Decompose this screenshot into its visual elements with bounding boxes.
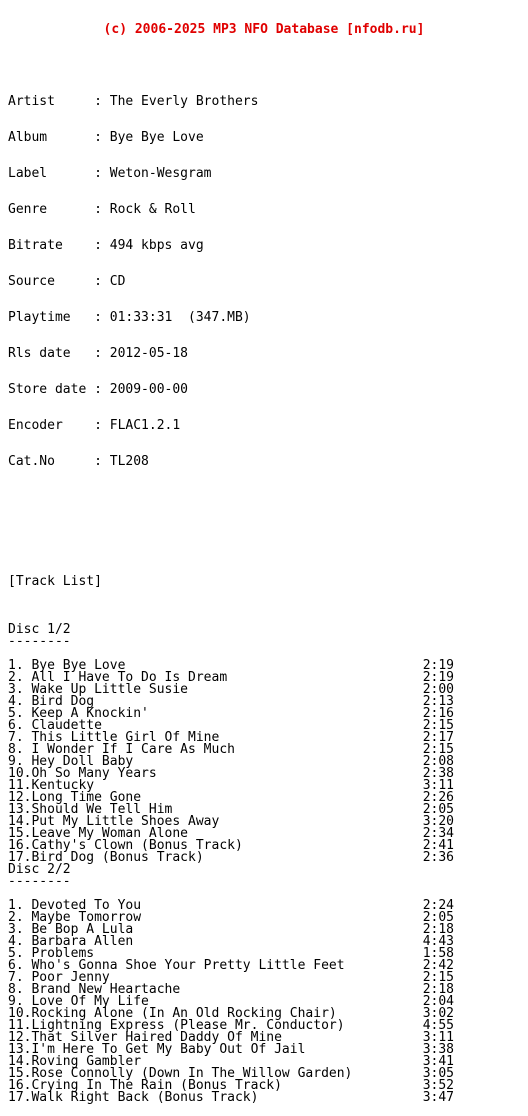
nfo-database-header: (c) 2006-2025 MP3 NFO Database [nfodb.ru]: [103, 22, 425, 37]
track-row: [8, 960, 520, 972]
track-duration: 2:18: [422, 982, 454, 997]
info-encoder: Encoder : FLAC1.2.1: [8, 418, 181, 433]
track-title: 5. Keep A Knockin': [8, 706, 149, 721]
track-duration: 2:00: [422, 682, 454, 697]
track-title: 2. Maybe Tomorrow: [8, 910, 142, 925]
track-title: 15.Rose Connolly (Down In The Willow Garden): [8, 1066, 353, 1081]
track-title: 13.Should We Tell Him: [8, 802, 173, 817]
track-row: [8, 756, 520, 768]
track-title: 9. Love Of My Life: [8, 994, 149, 1009]
track-row: [8, 912, 520, 924]
track-duration: 2:38: [422, 766, 454, 781]
tracklist-title: [Track List]: [8, 574, 102, 589]
track-title: 11.Kentucky: [8, 778, 95, 793]
track-title: 10.Oh So Many Years: [8, 766, 157, 781]
disc-title: Disc 1/2: [8, 622, 71, 637]
info-cat-no: Cat.No : TL208: [8, 454, 149, 469]
track-duration: 3:41: [422, 1054, 454, 1069]
info-genre: Genre : Rock & Roll: [8, 202, 196, 217]
blank-line: [8, 888, 520, 900]
disc-separator: --------: [8, 874, 71, 889]
track-duration: 2:16: [422, 706, 454, 721]
track-duration: 2:19: [422, 658, 454, 673]
info-bitrate: Bitrate : 494 kbps avg: [8, 238, 204, 253]
track-row: [8, 828, 520, 840]
track-row: [8, 972, 520, 984]
track-row: [8, 984, 520, 996]
track-duration: 2:41: [422, 838, 454, 853]
track-duration: 2:15: [422, 970, 454, 985]
track-duration: 3:52: [422, 1078, 454, 1093]
track-duration: 1:58: [422, 946, 454, 961]
track-duration: 2:08: [422, 754, 454, 769]
track-duration: 3:11: [422, 1030, 454, 1045]
track-duration: 4:43: [422, 934, 454, 949]
track-duration: 2:19: [422, 670, 454, 685]
track-title: 7. This Little Girl Of Mine: [8, 730, 220, 745]
disc-list: [8, 624, 520, 1104]
track-title: 1. Devoted To You: [8, 898, 142, 913]
track-title: 8. Brand New Heartache: [8, 982, 181, 997]
track-row: [8, 780, 520, 792]
track-row: [8, 1032, 520, 1044]
disc-title: Disc 2/2: [8, 862, 71, 877]
track-row: [8, 948, 520, 960]
track-title: 1. Bye Bye Love: [8, 658, 126, 673]
track-row: [8, 732, 520, 744]
track-duration: 2:42: [422, 958, 454, 973]
track-row: [8, 816, 520, 828]
track-title: 9. Hey Doll Baby: [8, 754, 134, 769]
track-title: 2. All I Have To Do Is Dream: [8, 670, 228, 685]
track-row: [8, 708, 520, 720]
track-title: 15.Leave My Woman Alone: [8, 826, 189, 841]
track-row: [8, 1092, 520, 1104]
track-row: [8, 924, 520, 936]
track-title: 12.That Silver Haired Daddy Of Mine: [8, 1030, 282, 1045]
track-title: 10.Rocking Alone (In An Old Rocking Chair): [8, 1006, 337, 1021]
track-title: 6. Who's Gonna Shoe Your Pretty Little Feet: [8, 958, 345, 973]
track-duration: 3:38: [422, 1042, 454, 1057]
track-title: 11.Lightning Express (Please Mr. Conductor): [8, 1018, 345, 1033]
track-duration: 3:20: [422, 814, 454, 829]
track-row: [8, 936, 520, 948]
track-duration: 2:24: [422, 898, 454, 913]
track-duration: 4:55: [422, 1018, 454, 1033]
track-row: [8, 720, 520, 732]
track-duration: 2:17: [422, 730, 454, 745]
track-title: 7. Poor Jenny: [8, 970, 110, 985]
disc-section: [8, 624, 520, 864]
track-row: [8, 1044, 520, 1056]
info-rls-date: Rls date : 2012-05-18: [8, 346, 189, 361]
track-duration: 2:04: [422, 994, 454, 1009]
track-row: [8, 684, 520, 696]
track-title: 17.Bird Dog (Bonus Track): [8, 850, 204, 865]
track-title: 8. I Wonder If I Care As Much: [8, 742, 235, 757]
track-duration: 3:05: [422, 1066, 454, 1081]
track-title: 5. Problems: [8, 946, 95, 961]
info-album: Album : Bye Bye Love: [8, 130, 204, 145]
blank-line: [8, 528, 520, 540]
track-row: [8, 1020, 520, 1032]
track-row: [8, 900, 520, 912]
track-row: [8, 744, 520, 756]
info-source: Source : CD: [8, 274, 126, 289]
track-title: 14.Put My Little Shoes Away: [8, 814, 220, 829]
track-duration: 2:05: [422, 802, 454, 817]
track-duration: 2:13: [422, 694, 454, 709]
track-row: [8, 792, 520, 804]
track-title: 3. Wake Up Little Susie: [8, 682, 189, 697]
info-label: Label : Weton-Wesgram: [8, 166, 212, 181]
track-row: [8, 1056, 520, 1068]
info-artist: Artist : The Everly Brothers: [8, 94, 259, 109]
track-row: [8, 696, 520, 708]
track-duration: 2:18: [422, 922, 454, 937]
release-info: [8, 72, 520, 492]
disc-section: [8, 864, 520, 1104]
track-title: 4. Bird Dog: [8, 694, 95, 709]
track-duration: 3:02: [422, 1006, 454, 1021]
info-playtime: Playtime : 01:33:31 (347.MB): [8, 310, 251, 325]
disc-separator: --------: [8, 634, 71, 649]
track-duration: 3:47: [422, 1090, 454, 1105]
track-row: [8, 840, 520, 852]
track-duration: 2:36: [422, 850, 454, 865]
track-duration: 2:15: [422, 718, 454, 733]
track-title: 3. Be Bop A Lula: [8, 922, 134, 937]
track-row: [8, 804, 520, 816]
track-row: [8, 1008, 520, 1020]
nfo-text-block: [8, 0, 520, 1116]
track-duration: 2:15: [422, 742, 454, 757]
track-row: [8, 996, 520, 1008]
track-title: 4. Barbara Allen: [8, 934, 134, 949]
track-title: 16.Crying In The Rain (Bonus Track): [8, 1078, 282, 1093]
track-title: 14.Roving Gambler: [8, 1054, 142, 1069]
track-duration: 2:05: [422, 910, 454, 925]
info-store-date: Store date : 2009-00-00: [8, 382, 189, 397]
track-duration: 3:11: [422, 778, 454, 793]
track-duration: 2:26: [422, 790, 454, 805]
track-title: 6. Claudette: [8, 718, 102, 733]
track-row: [8, 768, 520, 780]
track-row: [8, 1068, 520, 1080]
track-duration: 2:34: [422, 826, 454, 841]
track-title: 17.Walk Right Back (Bonus Track): [8, 1090, 259, 1105]
track-title: 16.Cathy's Clown (Bonus Track): [8, 838, 243, 853]
track-title: 13.I'm Here To Get My Baby Out Of Jail: [8, 1042, 306, 1057]
track-row: [8, 852, 520, 864]
track-title: 12.Long Time Gone: [8, 790, 142, 805]
track-row: [8, 1080, 520, 1092]
